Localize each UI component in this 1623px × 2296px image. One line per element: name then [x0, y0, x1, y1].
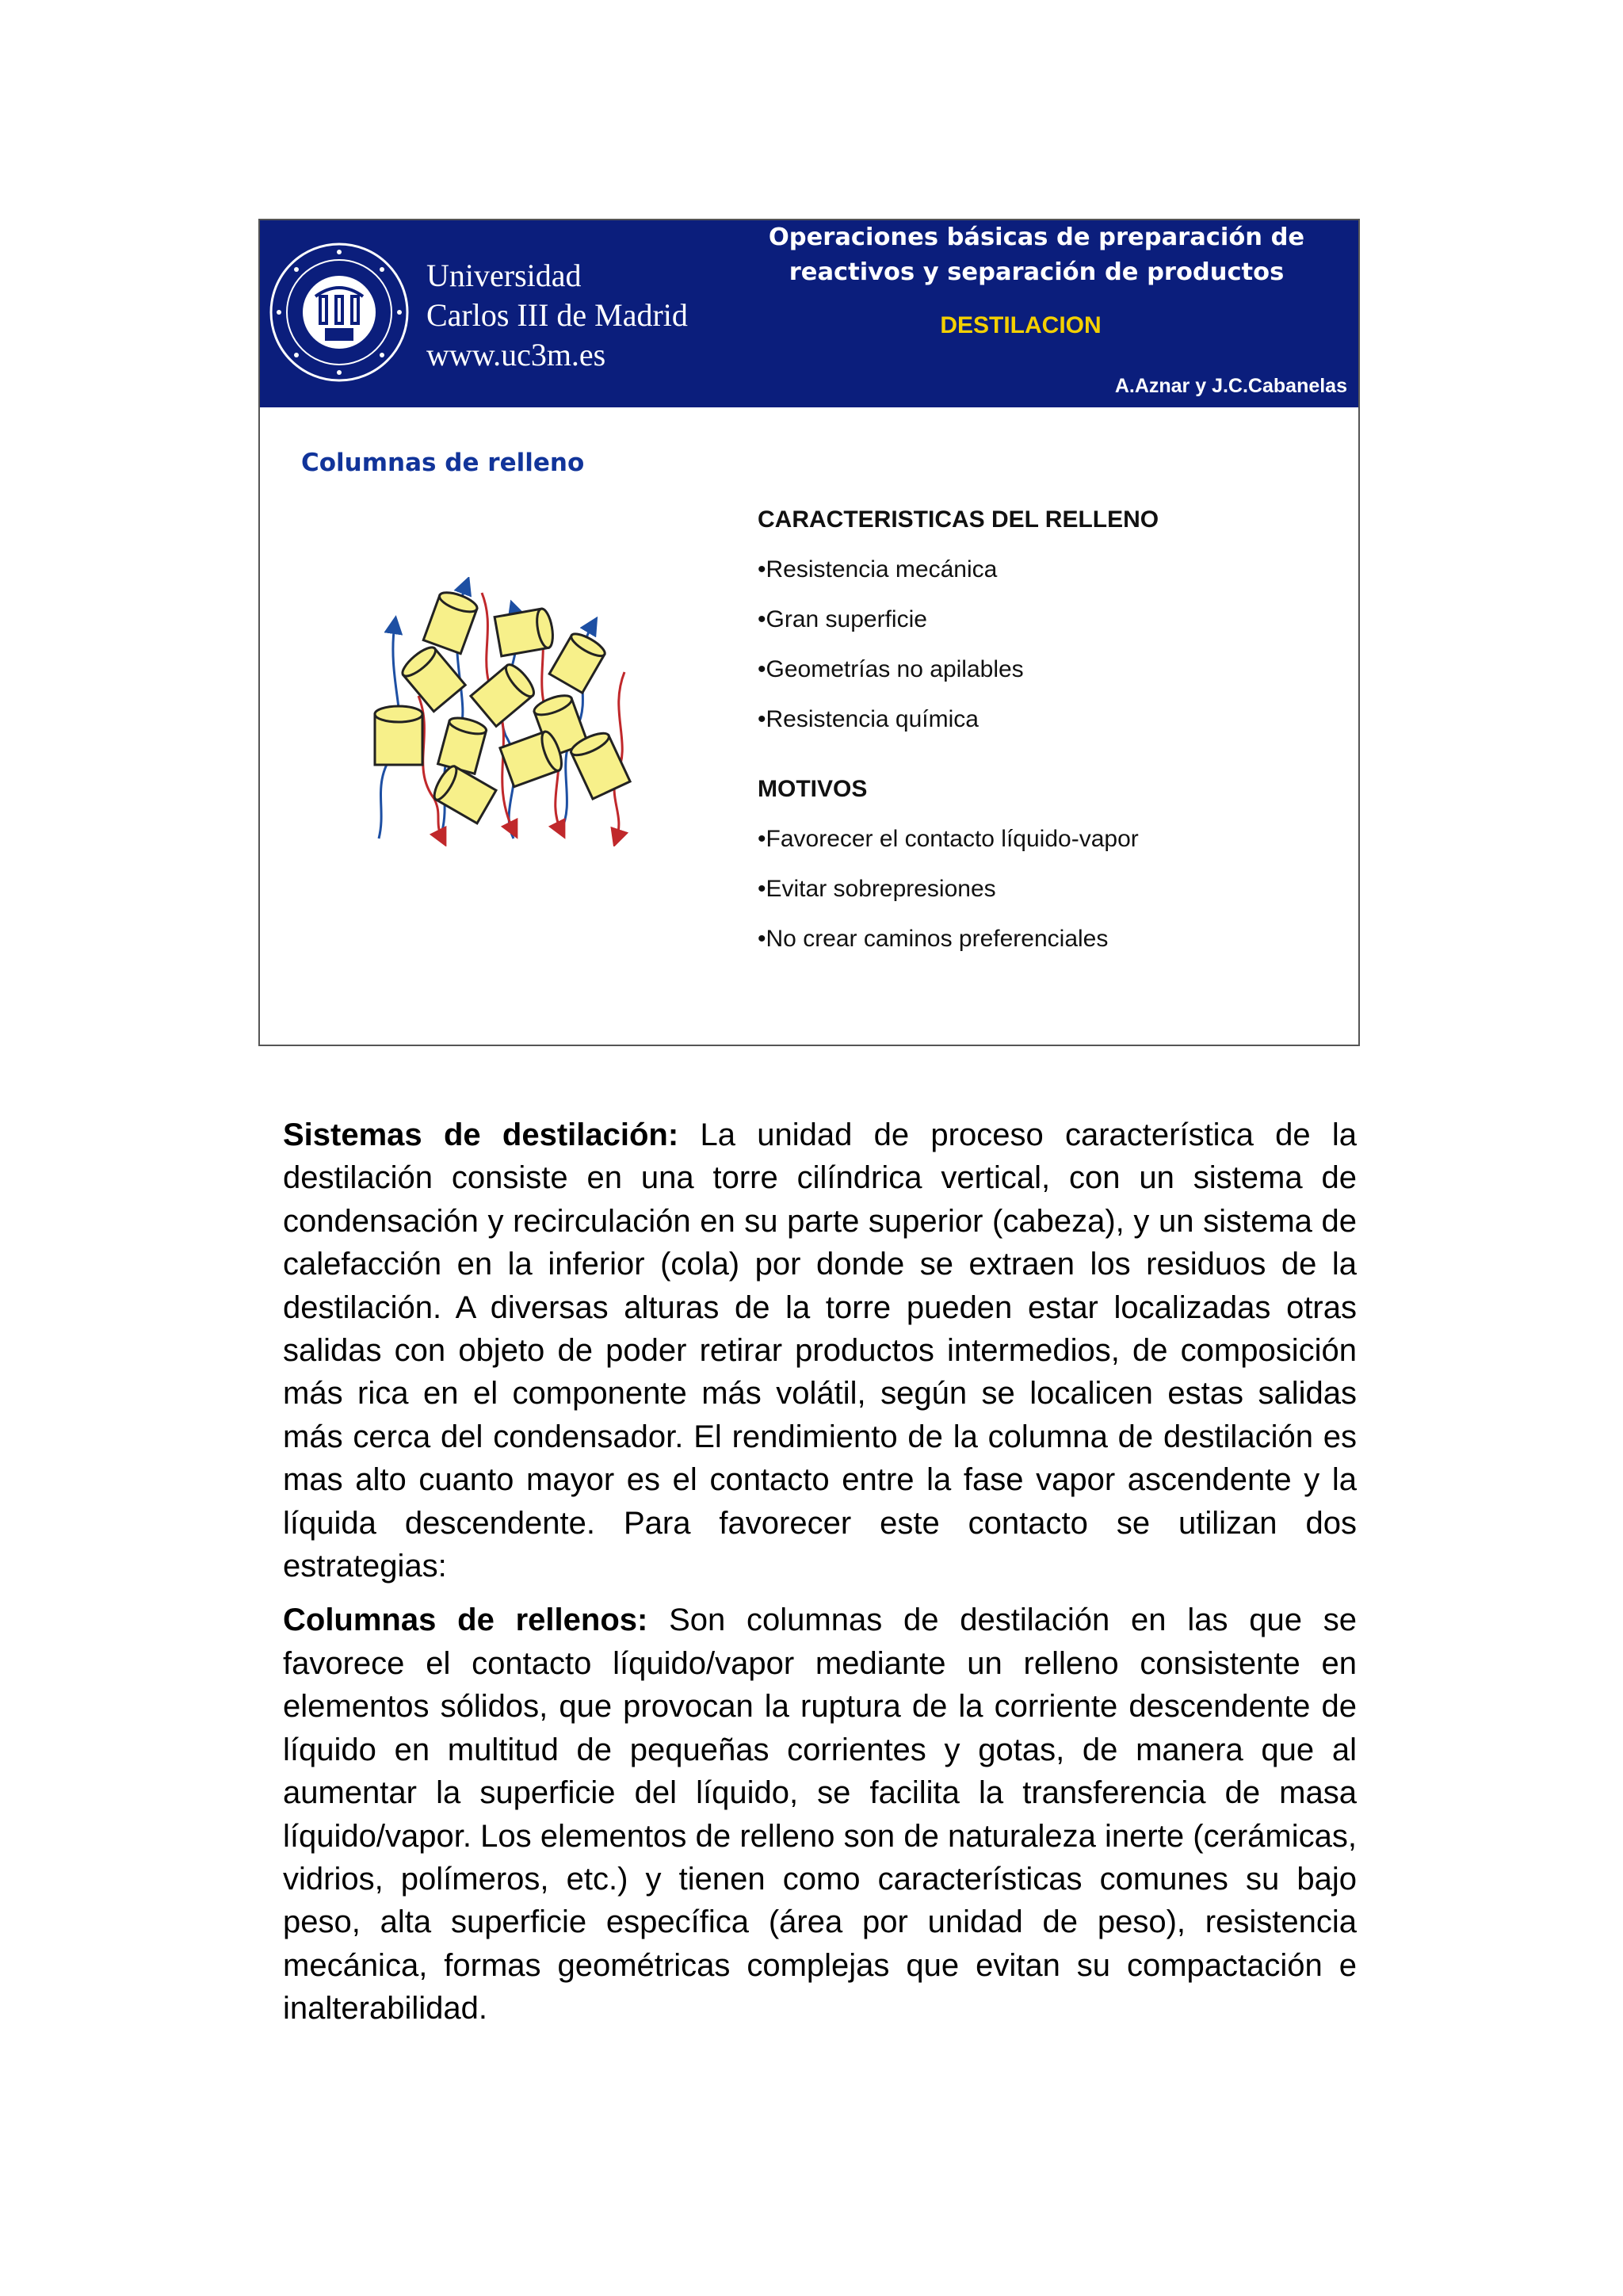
paragraph-destillation-systems	[283, 1114, 1357, 1587]
course-title-line2: reactivos y separación de productos	[789, 258, 1285, 286]
course-title	[720, 220, 1354, 290]
motives-item: •Favorecer el contacto líquido-vapor	[758, 826, 1139, 852]
paragraph-packed-columns	[283, 1599, 1357, 2030]
motives-item: •No crear caminos preferenciales	[758, 926, 1109, 952]
characteristics-item: •Resistencia mecánica	[758, 556, 998, 583]
characteristics-item: •Gran superficie	[758, 606, 927, 632]
packing-elements-diagram	[363, 577, 648, 846]
motives-item: •Evitar sobrepresiones	[758, 876, 996, 902]
paragraph-text: La unidad de proceso característica de la destilación consiste en una torre cilíndrica vertical, con un sistema de condensación y recirculación en su parte superior (cabeza), y un sistema de calefacción en la inferior (cola) por donde se extraen los residuos de la destilación. A diversas alturas de la torre pueden estar localizadas otras salidas con objeto de poder retirar productos intermedios, de composición más rica en el componente más volátil, según se localicen estas salidas más cerca del condensador. El rendimiento de la columna de destilación es mas alto cuanto mayor es el contacto entre la fase vapor ascendente y la líquida descendente. Para favorecer este contacto se utilizan dos estrategias:	[283, 1117, 1357, 1584]
lecture-slide	[258, 219, 1360, 1046]
body-text	[283, 1114, 1357, 2030]
topic-label: DESTILACION	[940, 312, 1102, 338]
university-name-line2: Carlos III de Madrid	[426, 297, 688, 333]
university-seal-icon	[268, 241, 411, 384]
paragraph-label: Sistemas de destilación:	[283, 1117, 679, 1152]
characteristics-heading: CARACTERISTICAS DEL RELLENO	[758, 506, 1159, 533]
course-title-line1: Operaciones básicas de preparación de	[768, 223, 1305, 251]
slide-title: Columnas de relleno	[301, 449, 585, 477]
authors: A.Aznar y J.C.Cabanelas	[1114, 375, 1347, 397]
characteristics-item: •Resistencia química	[758, 706, 979, 732]
paragraph-text: Son columnas de destilación en las que se favorece el contacto líquido/vapor mediante un relleno consistente en elementos sólidos, que provocan la ruptura de la corriente descendente de líquido en multitud de pequeñas corrientes y gotas, de manera que al aumentar la superficie del líquido, se facilita la transferencia de masa líquido/vapor. Los elementos de relleno son de naturaleza inerte (cerámicas, vidrios, polímeros, etc.) y tienen como características comunes su bajo peso, alta superficie específica (área por unidad de peso), resistencia mecánica, formas geométricas complejas que evitan su compactación e inalterabilidad.	[283, 1603, 1357, 2027]
characteristics-item: •Geometrías no apilables	[758, 656, 1024, 682]
slide-header-banner	[260, 220, 1358, 407]
university-name-line1: Universidad	[426, 258, 582, 293]
motives-heading: MOTIVOS	[758, 776, 868, 802]
slide-lists	[758, 506, 1344, 975]
university-website: www.uc3m.es	[426, 337, 606, 372]
paragraph-label: Columnas de rellenos:	[283, 1603, 648, 1638]
